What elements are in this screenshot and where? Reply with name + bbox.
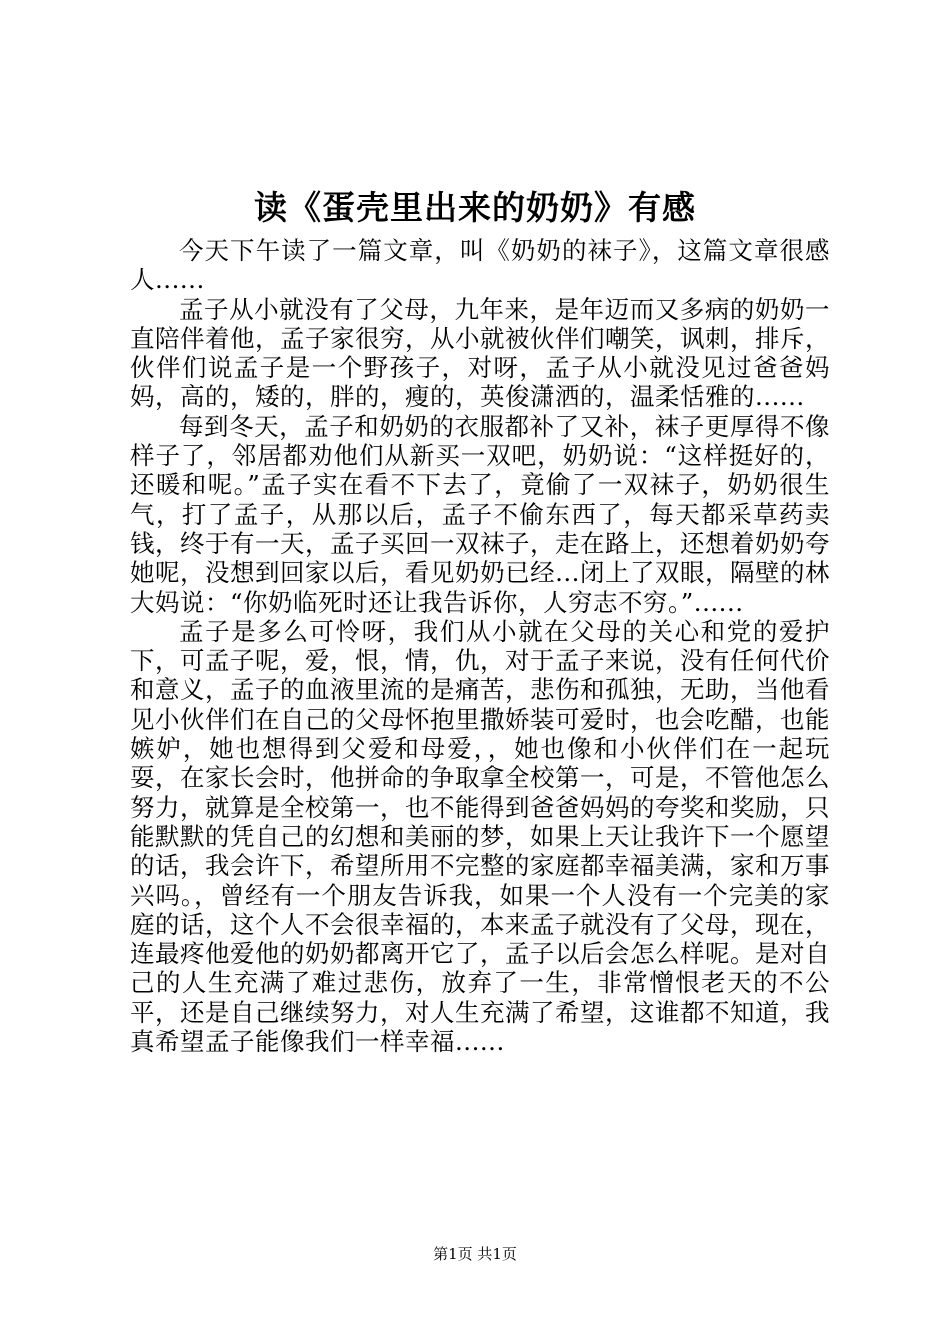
paragraph-2: 孟子从小就没有了父母，九年来，是年迈而又多病的奶奶一直陪伴着他，孟子家很穷，从小就被伙伴们嘲笑，讽刺，排斥，伙伴们说孟子是一个野孩子，对呀，孟子从小就没见过爸爸妈妈，高的，矮的，胖的，瘦的，英俊潇洒的，温柔恬雅的......	[130, 294, 830, 412]
paragraph-3: 每到冬天，孟子和奶奶的衣服都补了又补，袜子更厚得不像样子了，邻居都劝他们从新买一双吧，奶奶说：“这样挺好的，还暖和呢。”孟子实在看不下去了，竟偷了一双袜子，奶奶很生气，打了孟子，从那以后，孟子不偷东西了，每天都采草药卖钱，终于有一天，孟子买回一双袜子，走在路上，还想着奶奶夸她呢，没想到回家以后，看见奶奶已经...闭上了双眼，隔壁的林大妈说：“你奶临死时还让我告诉你，人穷志不穷。”......	[130, 411, 830, 617]
document-body	[130, 236, 830, 1056]
paragraph-4: 孟子是多么可怜呀，我们从小就在父母的关心和党的爱护下，可孟子呢，爱，恨，情，仇，对于孟子来说，没有任何代价和意义，孟子的血液里流的是痛苦，悲伤和孤独，无助，当他看见小伙伴们在自己的父母怀抱里撒娇装可爱时，也会吃醋，也能嫉妒，她也想得到父爱和母爱，，她也像和小伙伴们在一起玩耍，在家长会时，他拼命的争取拿全校第一，可是，不管他怎么努力，就算是全校第一，也不能得到爸爸妈妈的夸奖和奖励，只能默默的凭自己的幻想和美丽的梦，如果上天让我许下一个愿望的话，我会许下，希望所用不完整的家庭都幸福美满，家和万事兴吗。，曾经有一个朋友告诉我，如果一个人没有一个完美的家庭的话，这个人不会很幸福的，本来孟子就没有了父母，现在，连最疼他爱他的奶奶都离开它了，孟子以后会怎么样呢。是对自己的人生充满了难过悲伤，放弃了一生，非常憎恨老天的不公平，还是自己继续努力，对人生充满了希望，这谁都不知道，我真希望孟子能像我们一样幸福......	[130, 616, 830, 1057]
document-title: 读《蛋壳里出来的奶奶》有感	[254, 188, 696, 227]
paragraph-1: 今天下午读了一篇文章，叫《奶奶的袜子》，这篇文章很感人......	[130, 236, 830, 295]
page-footer: 第1页 共1页	[433, 1245, 517, 1263]
